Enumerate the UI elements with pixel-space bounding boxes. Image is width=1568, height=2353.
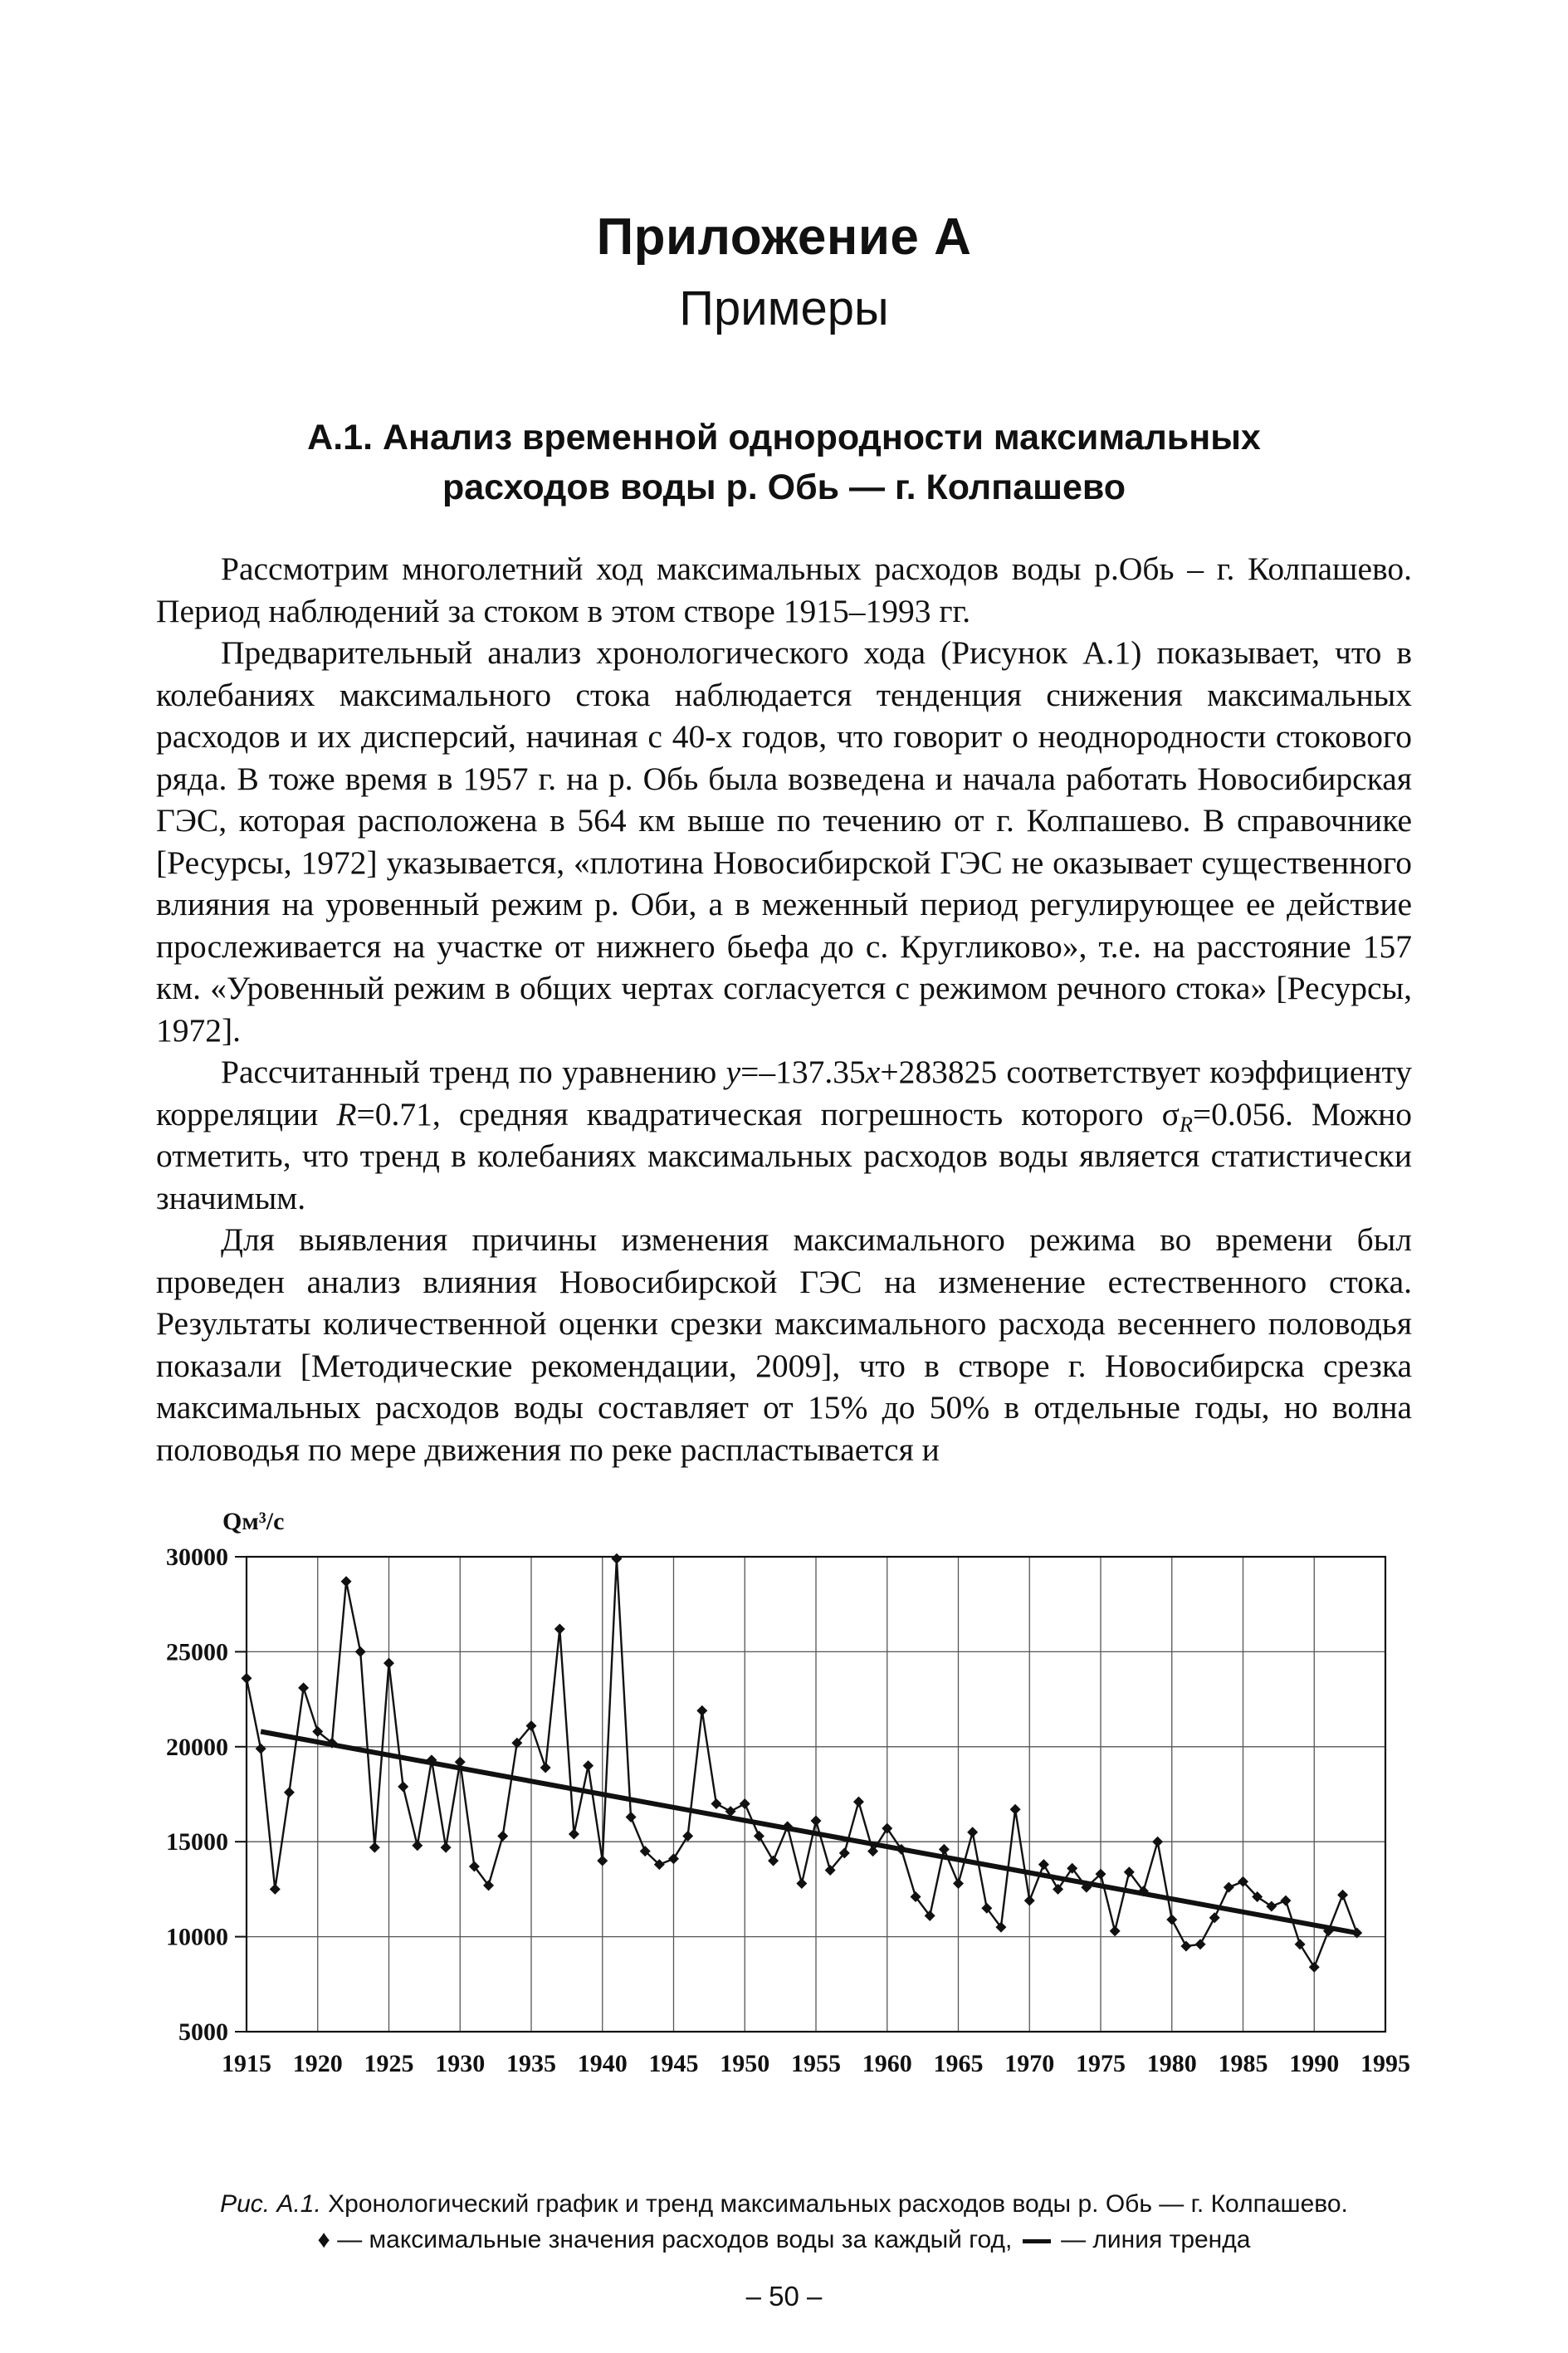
data-point-1922 <box>341 1576 352 1587</box>
data-point-1970 <box>1024 1896 1035 1906</box>
figure-caption <box>0 2186 1568 2258</box>
data-point-1965 <box>953 1878 964 1889</box>
data-point-1915 <box>242 1673 252 1684</box>
data-point-1939 <box>583 1760 593 1771</box>
data-point-1919 <box>298 1682 309 1693</box>
data-point-1958 <box>853 1797 864 1808</box>
caption-line1 <box>0 2186 1568 2222</box>
x-tick-label: 1955 <box>791 2050 841 2077</box>
x-tick-label: 1935 <box>506 2050 556 2077</box>
caption-text1: Хронологический график и тренд максимальных расходов воды р. Обь — г. Колпашево. <box>320 2190 1348 2218</box>
data-point-1941 <box>611 1553 622 1564</box>
x-tick-label: 1960 <box>862 2050 912 2077</box>
axes <box>166 1543 1410 2077</box>
y-tick-label: 15000 <box>166 1828 228 1856</box>
data-point-1942 <box>626 1812 637 1822</box>
paragraph-3: Рассчитанный тренд по уравнению y=–137.35x+283825 соответствует коэффициенту корреляции R=0.71, средняя квадратическая погрешность которого $\sigma_R=0.056$. Можно отметить, что тренд в колебаниях максимальных расходов воды является статистически значимым. <box>156 1054 1413 1216</box>
y-tick-label: 20000 <box>166 1733 228 1761</box>
data-point-1948 <box>711 1798 721 1809</box>
x-tick-label: 1920 <box>292 2050 343 2077</box>
data-point-1982 <box>1195 1939 1206 1949</box>
data-point-1940 <box>597 1856 608 1866</box>
caption-text3: — линия тренда <box>1053 2226 1251 2253</box>
diamond-marker-icon: ♦ <box>317 2226 330 2253</box>
data-point-1947 <box>696 1705 707 1716</box>
data-point-1980 <box>1166 1915 1177 1925</box>
data-point-1969 <box>1010 1804 1021 1815</box>
trend-line <box>261 1731 1357 1933</box>
data-point-1959 <box>867 1846 878 1856</box>
data-point-1917 <box>270 1884 281 1895</box>
caption-line2 <box>0 2222 1568 2258</box>
data-point-1954 <box>796 1878 807 1889</box>
x-tick-label: 1995 <box>1360 2050 1410 2077</box>
data-point-1936 <box>540 1762 551 1773</box>
x-tick-label: 1925 <box>364 2050 414 2077</box>
data-point-1988 <box>1280 1896 1291 1906</box>
data-point-1950 <box>740 1798 750 1809</box>
x-tick-label: 1980 <box>1146 2050 1197 2077</box>
data-point-1929 <box>441 1842 452 1853</box>
data-point-1925 <box>383 1658 394 1669</box>
x-tick-label: 1945 <box>648 2050 699 2077</box>
data-point-1926 <box>398 1781 408 1792</box>
x-tick-label: 1985 <box>1218 2050 1268 2077</box>
section-heading <box>232 413 1336 512</box>
paragraph-4: Для выявления причины изменения максимального режима во времени был проведен анализ влияния Новосибирской ГЭС на изменение естественного стока. Результаты количественной оценки срезки максимального расхода весеннего половодья показали [Методические рекомендации, 2009], что в створе г. Новосибирска срезка максимальных расходов воды составляет от 15% до 50% в отдельные годы, но волна половодья по мере движения по реке распластывается и <box>156 1221 1412 1468</box>
data-point-1924 <box>369 1842 380 1853</box>
data-point-1923 <box>355 1646 366 1657</box>
data-point-1937 <box>554 1623 565 1634</box>
caption-label: Рис. А.1. <box>220 2190 321 2218</box>
appendix-title: Приложение А <box>596 208 972 266</box>
figure-a1 <box>0 1494 1568 2117</box>
data-point-1987 <box>1266 1900 1277 1911</box>
data-point-1952 <box>768 1856 779 1866</box>
section-heading-line1: А.1. Анализ временной однородности максимальных <box>307 418 1261 457</box>
data-point-1981 <box>1180 1941 1191 1952</box>
data-point-1964 <box>939 1844 950 1855</box>
series-line-max-discharge <box>247 1558 1357 1967</box>
y-tick-label: 10000 <box>166 1923 228 1951</box>
data-point-1955 <box>811 1816 822 1827</box>
x-tick-label: 1950 <box>720 2050 770 2077</box>
data-point-1946 <box>682 1831 693 1842</box>
data-point-1984 <box>1224 1882 1234 1893</box>
data-point-1990 <box>1309 1962 1320 1973</box>
series <box>242 1553 1363 1973</box>
y-tick-label: 25000 <box>166 1638 228 1666</box>
data-point-1918 <box>284 1787 295 1798</box>
data-point-1992 <box>1337 1890 1348 1900</box>
trend-line-icon <box>1023 2239 1051 2243</box>
x-tick-label: 1970 <box>1004 2050 1055 2077</box>
y-tick-label: 5000 <box>178 2018 228 2046</box>
data-point-1989 <box>1295 1939 1306 1949</box>
y-axis-label: Qм³/с <box>222 1508 285 1535</box>
data-point-1945 <box>668 1853 679 1864</box>
paragraph-1: Рассмотрим многолетний ход максимальных расходов воды р.Обь – г. Колпашево. Период наблюдений за стоком в этом створе 1915–1993 гг. <box>156 550 1412 629</box>
data-point-1933 <box>497 1831 508 1842</box>
data-point-1938 <box>569 1829 579 1840</box>
caption-text2: — максимальные значения расходов воды за каждый год, <box>330 2226 1013 2253</box>
data-point-1916 <box>256 1744 266 1754</box>
appendix-subtitle: Примеры <box>679 281 889 335</box>
y-tick-label: 30000 <box>166 1543 228 1571</box>
x-tick-label: 1915 <box>222 2050 271 2077</box>
chart <box>0 1494 1568 2117</box>
data-point-1976 <box>1110 1925 1121 1936</box>
x-tick-label: 1990 <box>1289 2050 1340 2077</box>
paragraph-2: Предварительный анализ хронологического хода (Рисунок А.1) показывает, что в колебаниях максимального стока наблюдается тенденция снижения максимальных расходов и их дисперсий, начиная с 40-х годов, что говорит о неоднородности стокового ряда. В тоже время в 1957 г. на р. Обь была возведена и начала работать Новосибирская ГЭС, которая расположена в 564 км выше по течению от г. Колпашево. В справочнике [Ресурсы, 1972] указывается, «плотина Новосибирской ГЭС не оказывает существенного влияния на уровенный режим р. Оби, а в меженный период регулирующее ее действие прослеживается на участке от нижнего бьефа до с. Кругликово», т.е. на расстояние 157 км. «Уровенный режим в общих чертах согласуется с режимом речного стока» [Ресурсы, 1972]. <box>156 634 1412 1049</box>
data-point-1971 <box>1038 1859 1049 1870</box>
body-text <box>156 548 1412 1470</box>
x-tick-label: 1940 <box>577 2050 628 2077</box>
section-heading-line2: расходов воды р. Обь — г. Колпашево <box>442 467 1126 507</box>
x-tick-label: 1965 <box>933 2050 984 2077</box>
page-number: – 50 – <box>745 2281 823 2311</box>
data-point-1979 <box>1152 1837 1163 1847</box>
data-point-1983 <box>1209 1912 1220 1923</box>
grid <box>247 1557 1385 2032</box>
data-point-1966 <box>967 1827 978 1837</box>
x-tick-label: 1975 <box>1076 2050 1126 2077</box>
data-point-1951 <box>754 1831 764 1842</box>
x-tick-label: 1930 <box>435 2050 486 2077</box>
